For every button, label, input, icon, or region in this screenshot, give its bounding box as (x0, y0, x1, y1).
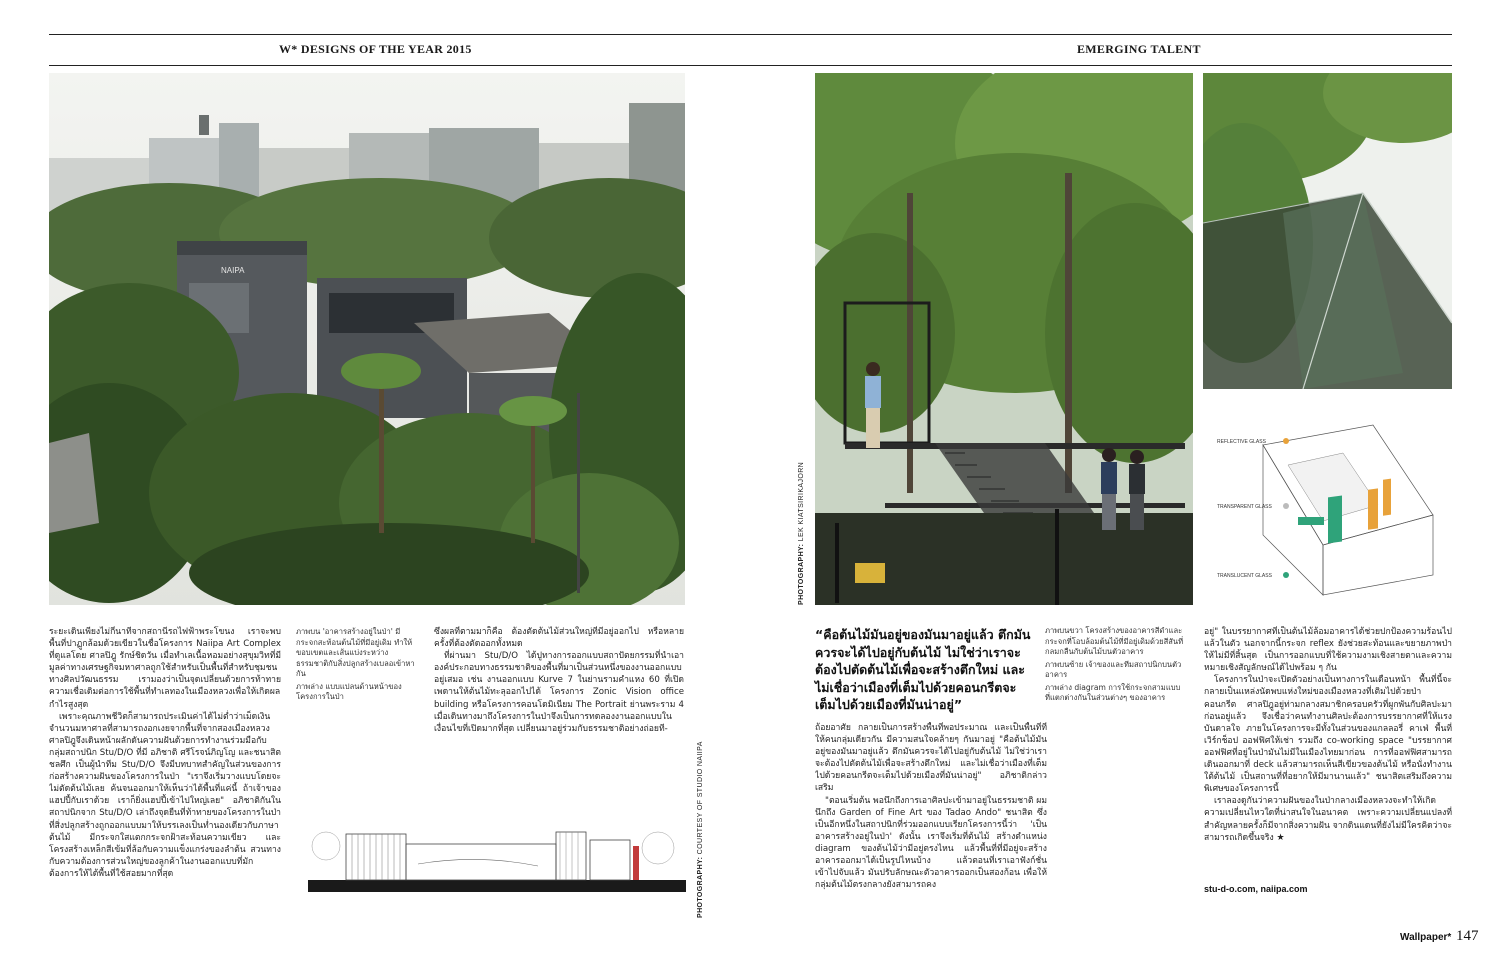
main-building-photo (49, 73, 685, 605)
left-col3-para-2: ที่ผ่านมา Stu/D/O ได้ปูทางการออกแบบสถาปัตยกรรมที่นำเอาองค์ประกอบทางธรรมชาติของพื้นที่มาเป็นส่วนหนึ่งของงานออกแบบอยู่เสมอ เช่น งานออกแบบ Kurve 7 ในย่านรามคำแหง 60 ที่เปิดเพดานให้ต้นไม้ทะลุออกไปได้ โครงการ Zonic Vision office building หรือโครงการคอนโดมิเนียม The Portrait ย่านพระราม 4 เมื่อเดินทางมาถึงโครงการในป่าจึงเป็นการทดลองงานออกแบบในเงื่อนไขที่เปิดมากที่สุด เปลี่ยนมาอยู่ร่วมกับธรรมชาติอย่างถ่อยที- (434, 651, 684, 734)
left-caption-1: ภาพบน 'อาคารสร้างอยู่ในป่า' มีกระจกสะท้อนต้นไม้ที่มีอยู่เดิม ทำให้ขอบเขตและเส้นแบ่งระหว่างธรรมชาติกับสิ่งปลูกสร้างเบลอเข้าหากัน (296, 627, 415, 678)
glass-corner-photo (1203, 73, 1452, 389)
elevation-drawing (308, 826, 686, 892)
right-col3-para-3 (1204, 795, 1452, 843)
diagram-label-transparent: TRANSPARENT GLASS (1217, 504, 1272, 510)
end-mark: ★ (1276, 832, 1285, 843)
left-col3-para-1: ซึ่งผลที่ตามมาก็คือ ต้องตัดต้นไม้ส่วนใหญ่ที่มีอยู่ออกไป หรือหลายครั้งที่ต้องตัดออกทั้งหมด (434, 627, 684, 650)
right-caption-2: ภาพบนซ้าย เจ้าของและทีมสถาปนิกบนตัวอาคาร (1045, 659, 1182, 679)
right-col2-para-1: ถ้อยอาศัย กลายเป็นการสร้างพื้นที่พอประมาณ และเป็นพื้นที่ที่ให้คนกลุ่มเดียวกัน มีความสนใจคล้ายๆ กันมาอยู่ "คือต้นไม้มันอยู่ของมันมาอยู่แล้ว ตึกมันควรจะได้ไปอยู่กับต้นไม้ ไม่ใช่ว่าเราจะต้องไปตัดต้นไม้เพื่อจะสร้างตึกใหม่ และไม่เชื่อว่าเมืองที่เต็มไปด้วยคอนกรีตจะเต็มไปด้วยเมืองที่มันน่าอยู่" อภิชาติกล่าวเสริม (815, 723, 1047, 794)
right-col3-para-3-text: เราลองดูกันว่าความฝันของในป่ากลางเมืองหลวงจะทำให้เกิดความเปลี่ยนไหวใดที่น่าสนใจในอนาคต เพราะความเปลี่ยนแปลงที่สำคัญหลายครั้งก็มีจากสิ่งความฝัน จากดินแดนที่ยังไม่มีใครคิดว่าจะสามารถเกิดขึ้นจริง (1204, 796, 1452, 843)
naipa-sign: NAIPA (221, 266, 245, 275)
right-caption-1: ภาพบนขวา โครงสร้างของอาคารสีดำและกระจกที่โอบล้อมต้นไม้ที่มีอยู่เดิมด้วยสีสันที่กลมกลืนกับต้นไม้บนตัวอาคาร (1045, 626, 1184, 656)
pull-quote: “คือต้นไม้มันอยู่ของมันมาอยู่แล้ว ตึกมันควรจะได้ไปอยู่กับต้นไม้ ไม่ใช่ว่าเราจะต้องไปตัดต้นไม้เพื่อจะสร้างตึกใหม่ และไม่เชื่อว่าเมืองที่เต็มไปด้วยคอนกรีตจะเต็มไปด้วยเมืองที่มันน่าอยู่” (815, 627, 1031, 712)
header-top-rule (49, 34, 1452, 35)
right-col3-para-1: อยู่" ในบรรยากาศที่เป็นต้นไม้ล้อมอาคารได้ช่วยปกป้องความร้อนไปแล้วในตัว นอกจากนี้กระจก reflex ยังช่วยสะท้อนและขยายภาพป่าให้ไม่มีที่สิ้นสุด เป็นการออกแบบที่ใช้ความงามเชิงสายตาและความหมายเชิงสัญลักษณ์ได้ไปพร้อม ๆ กัน (1204, 627, 1452, 674)
left-column-1 (49, 626, 281, 956)
website-links[interactable]: stu-d-o.com, naiipa.com (1204, 884, 1308, 894)
architects-forest-photo (815, 73, 1193, 605)
glass-type-diagram (1203, 405, 1452, 605)
footer-brand: Wallpaper* (1400, 932, 1452, 943)
left-caption-2: ภาพล่าง แบบแปลนด้านหน้าของโครงการในป่า (296, 681, 402, 701)
left-col1-para-1: ระยะเดินเพียงไม่กี่นาทีจากสถานีรถไฟฟ้าพระโขนง เราจะพบพื้นที่ปาฏูกล้อมด้วยเขียวในชื่อโครงการ Naiipa Art Complex ที่ดูแลโดย ศาลปิฎู รักษ์ชิดวัน เมื่อทำเลเนื้อหอมอย่างสุขุมวิทที่มีมูลค่าทางเศรษฐกิจมหาศาลถูกใช้สำหรับเป็นพื้นที่สำหรับชุมชนทางศิลปวัฒนธรรม เรามองว่าเป็นจุดเปลี่ยนด้วยการท้าทายความเชื่อเดิมต่อการใช้พื้นที่ทำเลทองในเมืองหลวงเพื่อให้เกิดผลกำไรสูงสุด (49, 627, 281, 710)
right-col2-para-2: "ตอนเริ่มต้น พอนึกถึงการเอาศิลปะเข้ามาอยู่ในธรรมชาติ ผมนึกถึง Garden of Fine Art ของ Tadao Ando" ชนาสิต ซึ่งเป็นอีกหนึ่งในสถาปนิกที่ร่วมออกแบบเรียกโครงการนี้ว่า 'เป็น อาคารสร้างอยู่ในป่า' ดังนั้น เราจึงเริ่มที่ต้นไม้ สร้างตำแหน่ง diagram ของต้นไม้ว่ามีอยู่ตรงไหน แล้วพื้นที่ที่มีอยู่จะสร้างอาคารออกมาได้เป็นรูปไหนบ้าง แล้วตอนที่เราเอาฟังก์ชั่นเข้าไปจับแล้ว มันปรับลักษณะตัวอาคารออกเป็นสองก้อน เพื่อให้กลุ่มต้นไม้ตรงกลางยังสามารถคง (815, 795, 1047, 891)
diagram-label-reflective: REFLECTIVE GLASS (1217, 439, 1266, 445)
header-right-label: EMERGING TALENT (1077, 42, 1201, 56)
right-credit-label: PHOTOGRAPHY: (798, 543, 805, 605)
left-col1-para-2: เพราะคุณภาพชีวิตก็สามารถประเมินค่าได้ไม่ต่ำว่าเม็ดเงินจำนวนมหาศาลที่สามารถงอกเงยจากพื้นที่จากสองเมืองหลวง ศาลปิฎูจึงเดินหน้าผลักดันความฝันด้วยการทำงานร่วมมือกับกลุ่มสถาปนิก Stu/D/O ที่มี อภิชาติ ศรีโรจน์ภิญโญ และชนาสิต ชลศึก เป็นผู้นำทีม Stu/D/O จึงมีบทบาทสำคัญในส่วนของการก่อสร้างความฝันของโครงการในป่า "เราจึงเริ่มวางแบบโดยจะไม่ตัดต้นไม้เลย ค้นจนออกมาให้เห็นว่าได้พื้นที่แค่นี้ ถ้าเจ้าของแฮปปี้กับเราด้วย เราก็ยิ่งแฮปปี้เข้าไปใหญ่เลย" อภิชาติกันในสถาปนิกจาก Stu/D/O เล่าถึงจุดยืนที่ท้าทายของโครงการในป่าที่สิ่งปลูกสร้างถูกออกแบบมาให้บรรเลงเป็นท่ำนองเดียวกับภาษาต้นไม้ มีกระจกใสแตกกระจกฝ้าสะท้อนความเขียว และโครงสร้างเหล็กสีเข้มที่ล้อกับความแข็งแกร่งของลำต้น สวนทางกับความต้องการส่วนใหญ่ของลูกค้าในงานออกแบบที่มักต้องการให้ได้พื้นที่ใช้สอยมากที่สุด (49, 711, 281, 879)
right-column-3 (1204, 626, 1452, 882)
right-photo-credit (798, 462, 805, 605)
left-credit-label: PHOTOGRAPHY: (697, 856, 704, 918)
diagram-label-translucent: TRANSLUCENT GLASS (1217, 573, 1272, 579)
right-caption (1045, 626, 1185, 706)
right-column-2 (815, 722, 1047, 956)
left-photo-credit (697, 741, 704, 918)
left-caption (296, 627, 420, 705)
header-bottom-rule (49, 65, 1452, 66)
left-column-3 (434, 626, 684, 816)
page-number: 147 (1456, 928, 1479, 944)
right-credit-value: LEK KIATSIRIKAJORN (798, 461, 805, 542)
right-col3-para-2: โครงการในป่าจะเปิดตัวอย่างเป็นทางการในเดือนหน้า พื้นที่นี้จะกลายเป็นแหล่งนัดพบแห่งใหม่ของเมืองหลวงที่เติมไปด้วยป่าคอนกรีต ศาลปิฎูอยู่ท่ามกลางสมาชิกครอบครัวที่ผูกพันกับศิลปะมาก่อนอยู่แล้ว จึงเชื่อว่าคนทำงานศิลปะต้องการบรรยากาศที่ให้แรงบันดาลใจ ภายในโครงการจะมีทั้งในส่วนของแกลลอรี่ คาเฟ่ พื้นที่เวิร์กช็อป ออฟฟิศให้เช่า รวมถึง co-working space "บรรยากาศออฟฟิศที่อยู่ในป่ามันไม่มีในเมืองไทยมาก่อน การที่ออฟฟิศสามารถเดินออกมาที่ deck แล้วสามารถเห็นสีเขียวของต้นไม้ หรือนั่งทำงานใต้ต้นไม้ เป็นสถานที่ที่อยากให้มีมานานแล้ว" ชนาสิตเสริมถึงความพิเศษของโครงการนี้ (1204, 675, 1452, 795)
left-credit-value: COURTESY OF STUDIO NAIIPA (697, 741, 704, 855)
right-caption-3: ภาพล่าง diagram การใช้กระจกสามแบบที่แตกต่างกันในส่วนต่างๆ ของอาคาร (1045, 682, 1181, 702)
header-left-label: W* DESIGNS OF THE YEAR 2015 (279, 42, 472, 56)
